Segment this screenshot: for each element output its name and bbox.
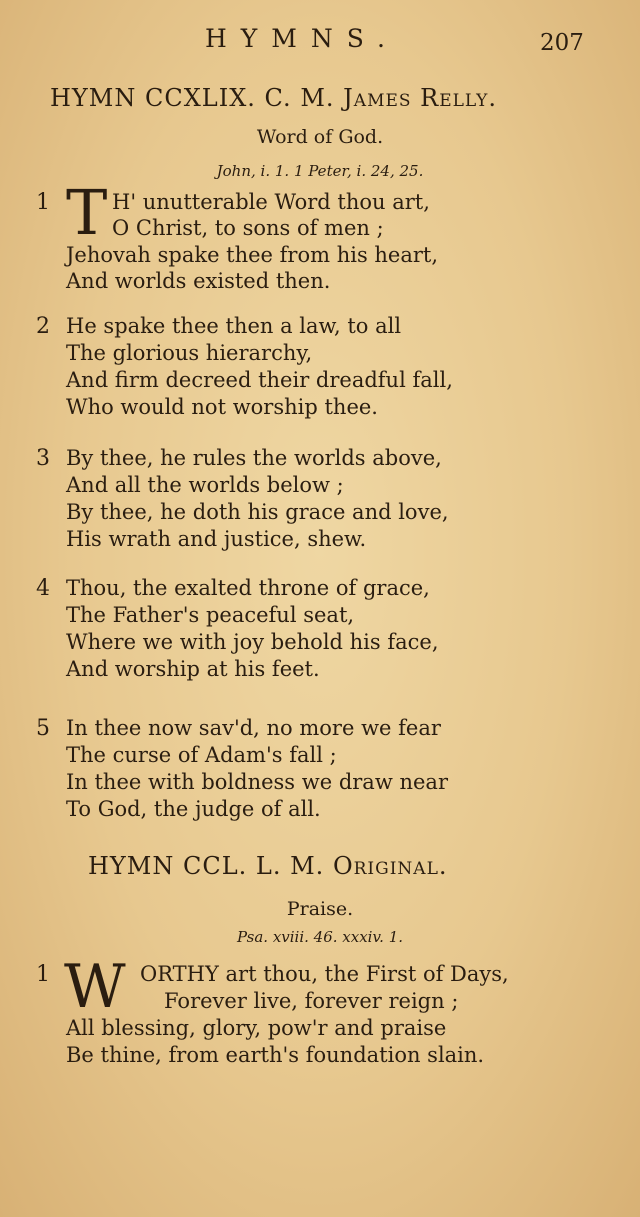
hymn-249-author: James Relly.	[343, 84, 497, 112]
hymn-249-topic: Word of God.	[256, 126, 384, 148]
hymn-249-title: HYMN CCXLIX. C. M.	[50, 84, 335, 112]
hymn-250-topic: Praise.	[286, 898, 354, 920]
verse-line: Jehovah spake thee from his heart,	[66, 243, 439, 267]
verse-number: 5	[36, 716, 50, 741]
verse-number: 1	[36, 962, 50, 987]
verse-line: Thou, the exalted throne of grace,	[66, 576, 430, 600]
verse-number: 2	[36, 314, 50, 339]
verse-line: By thee, he rules the worlds above,	[66, 446, 442, 470]
verse-line: His wrath and justice, shew.	[66, 527, 367, 551]
verse-line: And worlds existed then.	[66, 269, 331, 293]
verse-line: All blessing, glory, pow'r and praise	[66, 1016, 447, 1040]
hymn-250-author: Original.	[332, 852, 448, 880]
verse-line: Who would not worship thee.	[66, 395, 378, 419]
hymn-250-references: Psa. xviii. 46. xxxiv. 1.	[236, 928, 404, 946]
verse-line: And all the worlds below ;	[66, 473, 344, 497]
verse-number: 1	[36, 190, 50, 215]
verse-number: 3	[36, 446, 50, 471]
verse-line: The glorious hierarchy,	[66, 341, 313, 365]
hymn-250-title: HYMN CCL. L. M.	[88, 852, 325, 880]
verse-line: In thee now sav'd, no more we fear	[66, 716, 441, 740]
verse-line: Where we with joy behold his face,	[66, 630, 439, 654]
verse-line: In thee with boldness we draw near	[66, 770, 448, 794]
hymn-249-header	[50, 84, 610, 112]
verse-number: 4	[36, 576, 50, 601]
verse-line: H' unutterable Word thou art,	[112, 190, 430, 214]
verse-line: ORTHY art thou, the First of Days,	[140, 962, 509, 986]
verse-line: He spake thee then a law, to all	[66, 314, 402, 338]
hymn-249-references: John, i. 1. 1 Peter, i. 24, 25.	[216, 162, 424, 180]
drop-cap: W	[64, 952, 126, 1022]
verse-line: O Christ, to sons of men ;	[112, 216, 384, 240]
running-head: HYMNS.	[205, 24, 399, 53]
verse-line: The curse of Adam's fall ;	[66, 743, 337, 767]
page-number: 207	[540, 30, 584, 56]
verse-line: Forever live, forever reign ;	[164, 989, 459, 1013]
verse-line: To God, the judge of all.	[66, 797, 321, 821]
verse-line: And firm decreed their dreadful fall,	[66, 368, 453, 392]
drop-cap: T	[66, 176, 108, 249]
verse-line: The Father's peaceful seat,	[66, 603, 355, 627]
verse-line: Be thine, from earth's foundation slain.	[66, 1043, 485, 1067]
verse-line: And worship at his feet.	[66, 657, 320, 681]
hymn-250-header	[88, 852, 640, 880]
verse-line: By thee, he doth his grace and love,	[66, 500, 449, 524]
